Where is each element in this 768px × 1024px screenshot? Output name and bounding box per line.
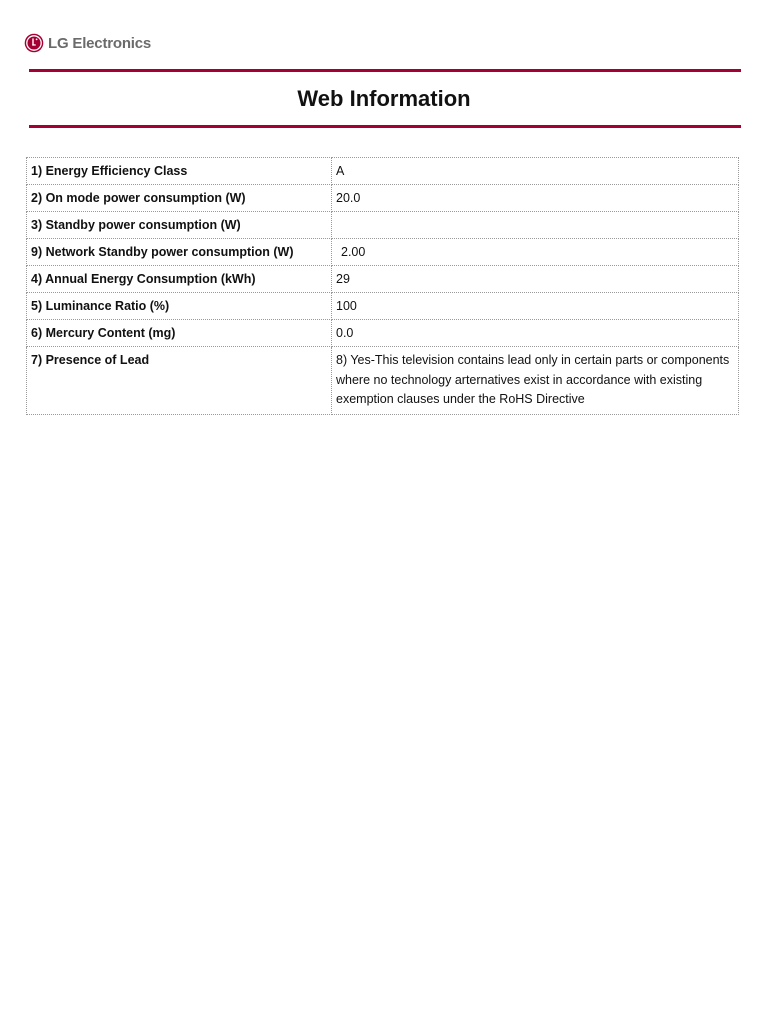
spec-table [26,157,739,415]
row-label: 7) Presence of Lead [27,347,332,415]
top-divider [29,69,741,72]
row-label: 5) Luminance Ratio (%) [27,293,332,320]
row-label: 1) Energy Efficiency Class [27,158,332,185]
table-row [27,320,739,347]
row-label: 2) On mode power consumption (W) [27,185,332,212]
page-title: Web Information [297,86,471,111]
row-label: 9) Network Standby power consumption (W) [27,239,332,266]
row-label: 3) Standby power consumption (W) [27,212,332,239]
row-value: A [332,158,739,185]
row-value: 20.0 [332,185,739,212]
row-value [332,212,739,239]
table-row [27,158,739,185]
row-value: 0.0 [332,320,739,347]
table-row [27,347,739,415]
table-row [27,266,739,293]
lg-logo-icon [24,33,44,53]
row-value: 8) Yes-This television contains lead only in certain parts or components where no technology arternatives exist in accordance with existing exemption clauses under the RoHS Directive [332,347,739,415]
brand-name: LG Electronics [48,34,152,52]
row-label: 4) Annual Energy Consumption (kWh) [27,266,332,293]
row-value: 29 [332,266,739,293]
row-value: 100 [332,293,739,320]
row-value: 2.00 [332,239,739,266]
table-row [27,239,739,266]
row-label: 6) Mercury Content (mg) [27,320,332,347]
brand-logo [24,33,151,53]
table-row [27,212,739,239]
table-row [27,293,739,320]
table-row [27,185,739,212]
bottom-divider [29,125,741,128]
